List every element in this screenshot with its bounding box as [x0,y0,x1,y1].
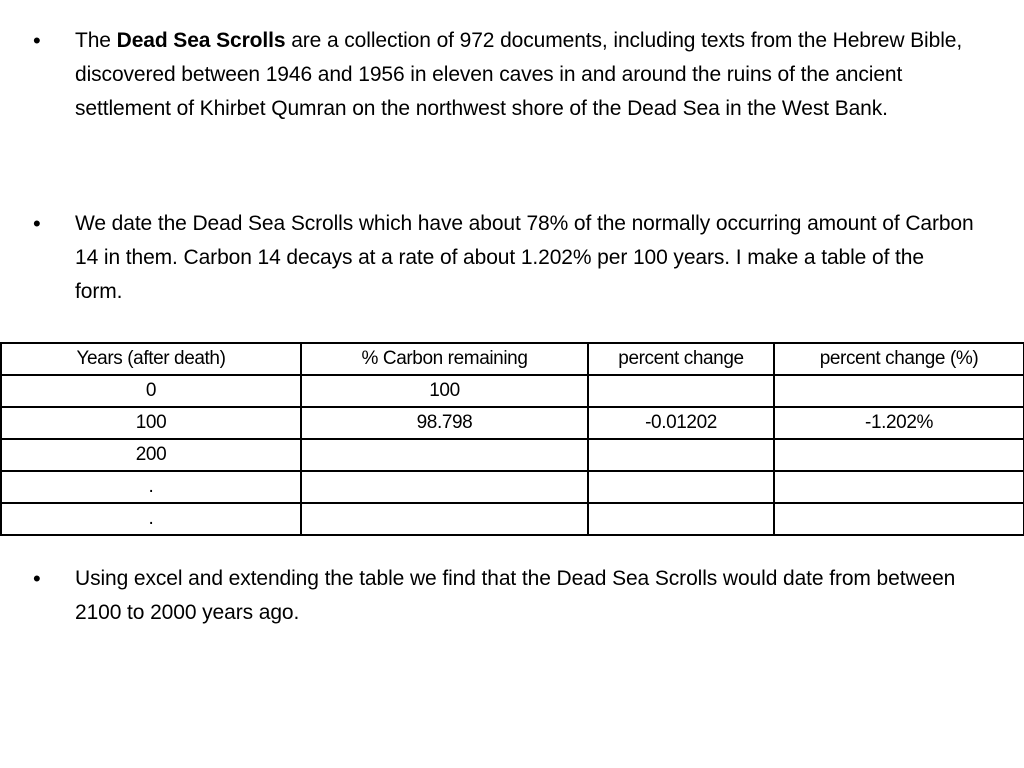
bullet-text-carbon: We date the Dead Sea Scrolls which have about 78% of the normally occurring amount of Carbon 14 in them. Carbon 14 decays at a rate of about 1.202% per 100 years. I make a table of the form. [75,212,974,303]
table-cell [588,471,774,503]
table-cell [588,503,774,535]
table-cell [588,439,774,471]
column-header-percent-change-pct: percent change (%) [774,343,1024,375]
table-cell [301,439,588,471]
intro-bold-term: Dead Sea Scrolls [116,29,286,52]
table-cell [774,439,1024,471]
column-header-carbon-remaining: % Carbon remaining [301,343,588,375]
table-cell: 98.798 [301,407,588,439]
table-cell [774,375,1024,407]
table-cell [301,471,588,503]
table-row [1,439,1024,471]
table-cell [588,375,774,407]
table-cell: . [1,503,301,535]
bullet-icon: • [33,566,41,591]
table-row [1,375,1024,407]
table-cell: . [1,471,301,503]
intro-prefix: The [75,29,117,52]
bullet-icon: • [33,28,41,53]
bullet-text-conclusion: Using excel and extending the table we find that the Dead Sea Scrolls would date from between 2100 to 2000 years ago. [75,567,956,624]
table-cell: 100 [301,375,588,407]
intro-suffix: are a collection of 972 documents, including texts from the Hebrew Bible, discovered between 1946 and 1956 in eleven caves in and around the ruins of the ancient settlement of Khirbet Qumran on the northwest shore of the Dead Sea in the West Bank. [75,29,963,120]
table-cell: 0 [1,375,301,407]
table-row [1,471,1024,503]
table-cell [301,503,588,535]
table-cell [774,471,1024,503]
column-header-percent-change: percent change [588,343,774,375]
table-row [1,503,1024,535]
carbon-decay-table [0,342,1024,536]
table-cell [774,503,1024,535]
bullet-text-intro [75,24,975,126]
table-cell: 100 [1,407,301,439]
table-cell: 200 [1,439,301,471]
bullet-icon: • [33,211,41,236]
column-header-years: Years (after death) [1,343,301,375]
table-row [1,407,1024,439]
table-cell: -0.01202 [588,407,774,439]
table-header-row [1,343,1024,375]
table-cell: -1.202% [774,407,1024,439]
